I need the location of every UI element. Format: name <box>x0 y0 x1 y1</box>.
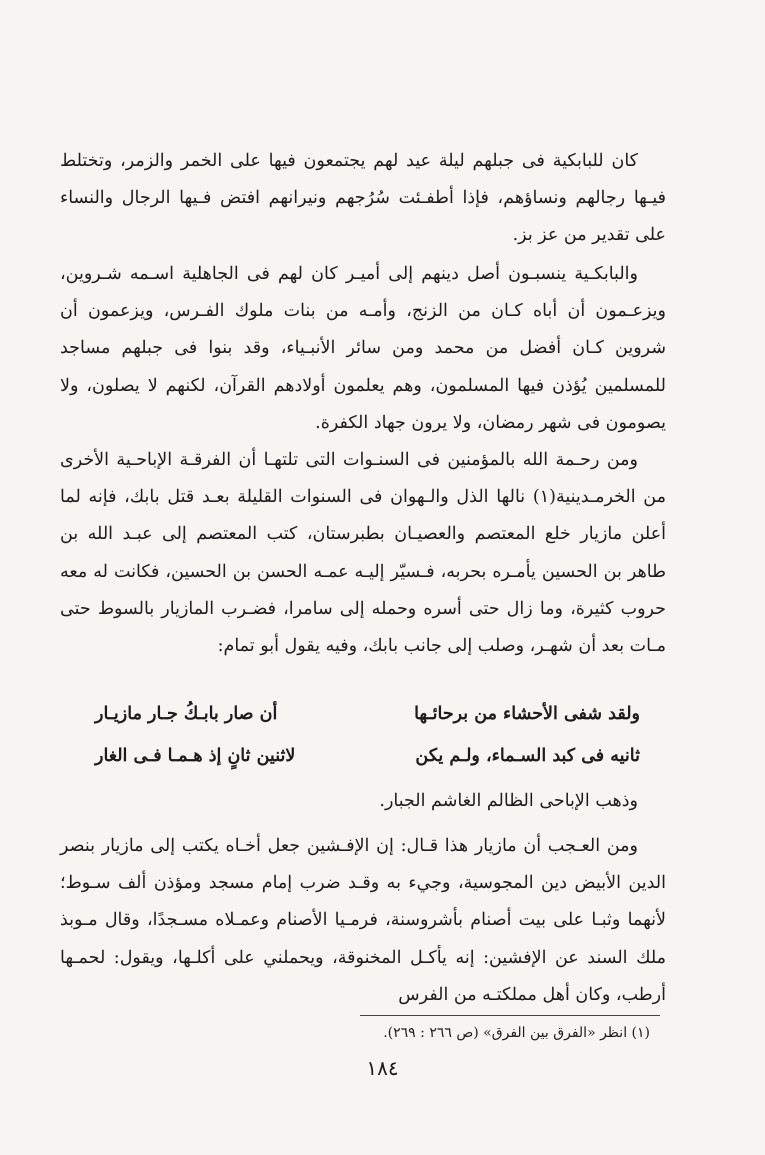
verse-2-second-hemistich: لاثنين ثانٍ إذ هـمـا فـى الغار <box>95 746 296 766</box>
paragraph-text: وذهب الإباحى الظالم الغاشم الجبار. <box>379 791 638 811</box>
paragraph-text: والبابكـية ينسبـون أصل دينهم إلى أميـر كان لهم فى الجاهلية اسـمه شـروين، ويزعـمون أن أباه كـان من الزنج، وأمـه من بنات ملوك الفـرس، ويزعمون أن شروين كـان أفضل من محمد ومن سائر الأنبـياء، وقد بنوا فى جبلهم مساجد للمسلمين يُؤذن فيها المسلمون، وهم يعلمون أولادهم القرآن، لكنهم لا يصلون، ولا يصومون فى شهر رمضان، ولا يرون جهاد الكفرة. <box>60 264 666 433</box>
paragraph-text: ومن العـجب أن مازيار هذا قـال: إن الإفـشين جعل أخـاه يكتب إلى مازيار بنصر الدين الأبيض دين المجوسية، وجيء به وقـد ضرب إمام مسجد ومؤذن ألف سـوط؛ لأنهما وثبـا على بيت أصنام بأشروسنة، فرمـيا الأصنام وعمـلاه مسـجدًا، وقال مـوبذ ملك السند عن الإفشين: إنه يأكـل المخنوقة، ويحملني على أكلـها، ويقول: لحمـها أرطب، وكان أهل مملكتـه من الفرس <box>60 836 666 1005</box>
paragraph-babakiya-origin <box>60 256 666 442</box>
paragraph-mazyar-story <box>60 442 666 665</box>
paragraph-text: ومن رحـمة الله بالمؤمنين فى السنـوات التى تلتهـا أن الفرقـة الإباحـية الأخرى من الخرمـدينية(١) نالها الذل والـهوان فى السنوات القليلة بعـد قتل بابك، فإنه لما أعلن مازيار خلع المعتصم والعصيـان بطبرستان، كتب المعتصم إلى عبـد الله بن طاهر بن الحسين يأمـره بحربه، فـسيّر إليـه عمـه الحسن بن الحسين، فكانت له معه حروب كثيرة، وما زال حتى أسره وحمله إلى سامرا، فضـرب المازيار بالسوط حتى مـات بعد أن شهـر، وصلب إلى جانب بابك، وفيه يقول أبو تمام: <box>60 450 667 657</box>
poem-verse-1 <box>95 695 640 733</box>
page-number: ١٨٤ <box>366 1056 399 1080</box>
paragraph-babakiya-feast <box>60 143 666 255</box>
verse-2-first-hemistich: ثانيه فى كبد السـماء، ولـم يكن <box>415 746 640 766</box>
footnote: (١) انظر «الفرق بين الفرق» (ص ٢٦٦ : ٢٦٩). <box>383 1025 650 1041</box>
footnote-divider <box>360 1015 660 1016</box>
paragraph-conclusion-line <box>60 783 666 820</box>
paragraph-afshin-story <box>60 828 666 1014</box>
verse-1-second-hemistich: أن صار بابـكُ جـار مازيـار <box>95 704 278 724</box>
paragraph-text: كان للبابكية فى جبلهم ليلة عيد لهم يجتمعون فيها على الخمر والزمر، وتختلط فيـها رجالهم ونساؤهم، فإذا أطفـئت سُرُجهم ونيرانهم افتض فـيها الرجال والنساء على تقدير من عز بز. <box>60 151 666 246</box>
verse-1-first-hemistich: ولقد شفى الأحشاء من برحائـها <box>414 704 640 724</box>
poem-verse-2 <box>95 737 640 775</box>
